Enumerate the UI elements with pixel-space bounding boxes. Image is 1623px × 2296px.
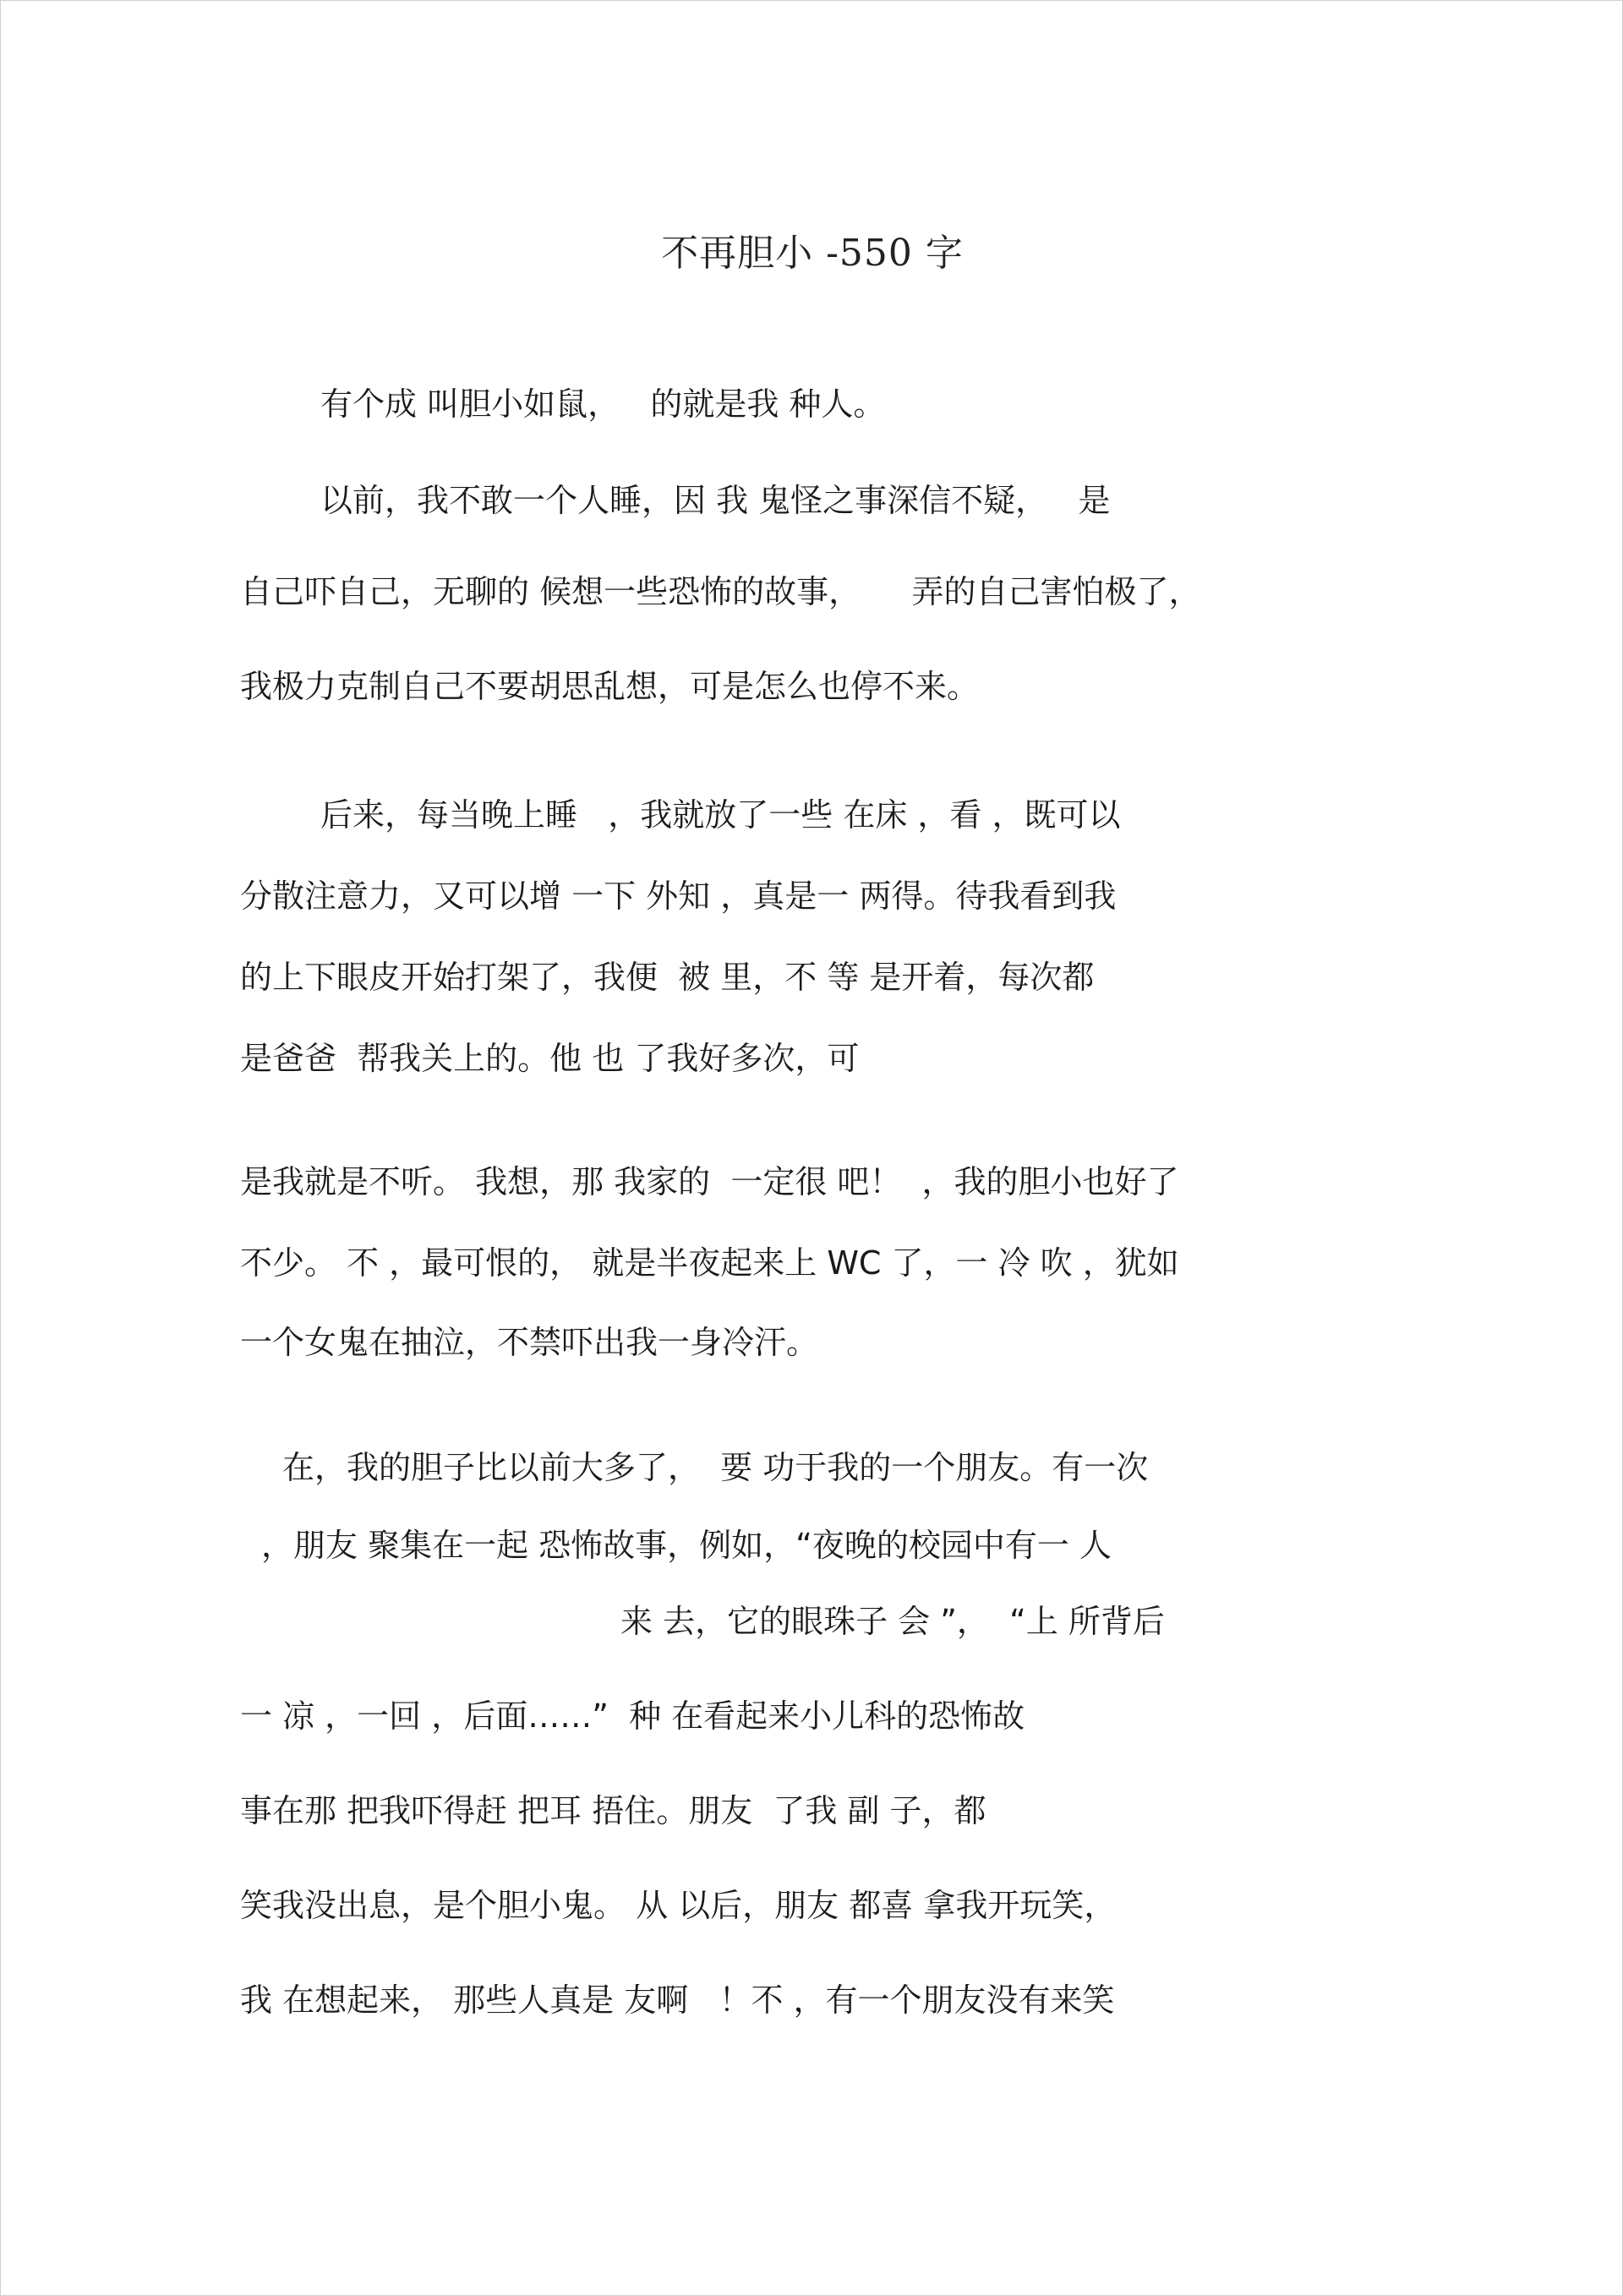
text-line: 自己吓自己，无聊的 候想一些恐怖的故事， 弄的自己害怕极了，: [240, 573, 1201, 610]
text-line: 不少。 不 ，最可恨的， 就是半夜起来上 WC 了，一 冷 吹 ，犹如: [240, 1244, 1179, 1282]
text-line: 笑我没出息，是个胆小鬼。 从 以后，朋友 都喜 拿我开玩笑，: [240, 1887, 1117, 1924]
text-line: 是我就是不听。 我想，那 我家的 一定很 吧！ ，我的胆小也好了: [240, 1163, 1179, 1200]
text-line: ，朋友 聚集在一起 恐怖故事，例如，“夜晚的校园中有一 人: [261, 1527, 1112, 1564]
text-line: 后来，每当晚上睡 ，我就放了一些 在床 ，看 ，既可以: [320, 796, 1121, 834]
text-line: 以前，我不敢一个人睡，因 我 鬼怪之事深信不疑， 是: [320, 482, 1111, 519]
text-line: 一个女鬼在抽泣，不禁吓出我一身冷汗。: [240, 1324, 819, 1361]
text-line: 在，我的胆子比以前大多了， 要 功于我的一个朋友。有一次: [282, 1449, 1149, 1486]
text-line: 来 去，它的眼珠子 会 ”， “上 所背后: [620, 1603, 1165, 1640]
text-line: 我极力克制自己不要胡思乱想，可是怎么也停不来。: [240, 668, 980, 705]
text-line: 的上下眼皮开始打架了，我便 被 里，不 等 是开着，每次都: [240, 959, 1095, 996]
text-line: 我 在想起来， 那些人真是 友啊 ！不 ，有一个朋友没有来笑: [240, 1982, 1115, 2019]
text-line: 是爸爸 帮我关上的。他 也 了我好多次，可: [240, 1040, 860, 1077]
text-line: 事在那 把我吓得赶 把耳 捂住。朋友 了我 副 子，都: [240, 1792, 986, 1829]
document-title: 不再胆小 -550 字: [661, 232, 964, 275]
text-line: 分散注意力，又可以增 一下 外知 ，真是一 两得。待我看到我: [240, 877, 1117, 915]
text-line: 一 凉 ，一回 ，后面……” 种 在看起来小儿科的恐怖故: [240, 1697, 1025, 1735]
text-line: 有个成 叫胆小如鼠， 的就是我 种人。: [320, 385, 886, 423]
